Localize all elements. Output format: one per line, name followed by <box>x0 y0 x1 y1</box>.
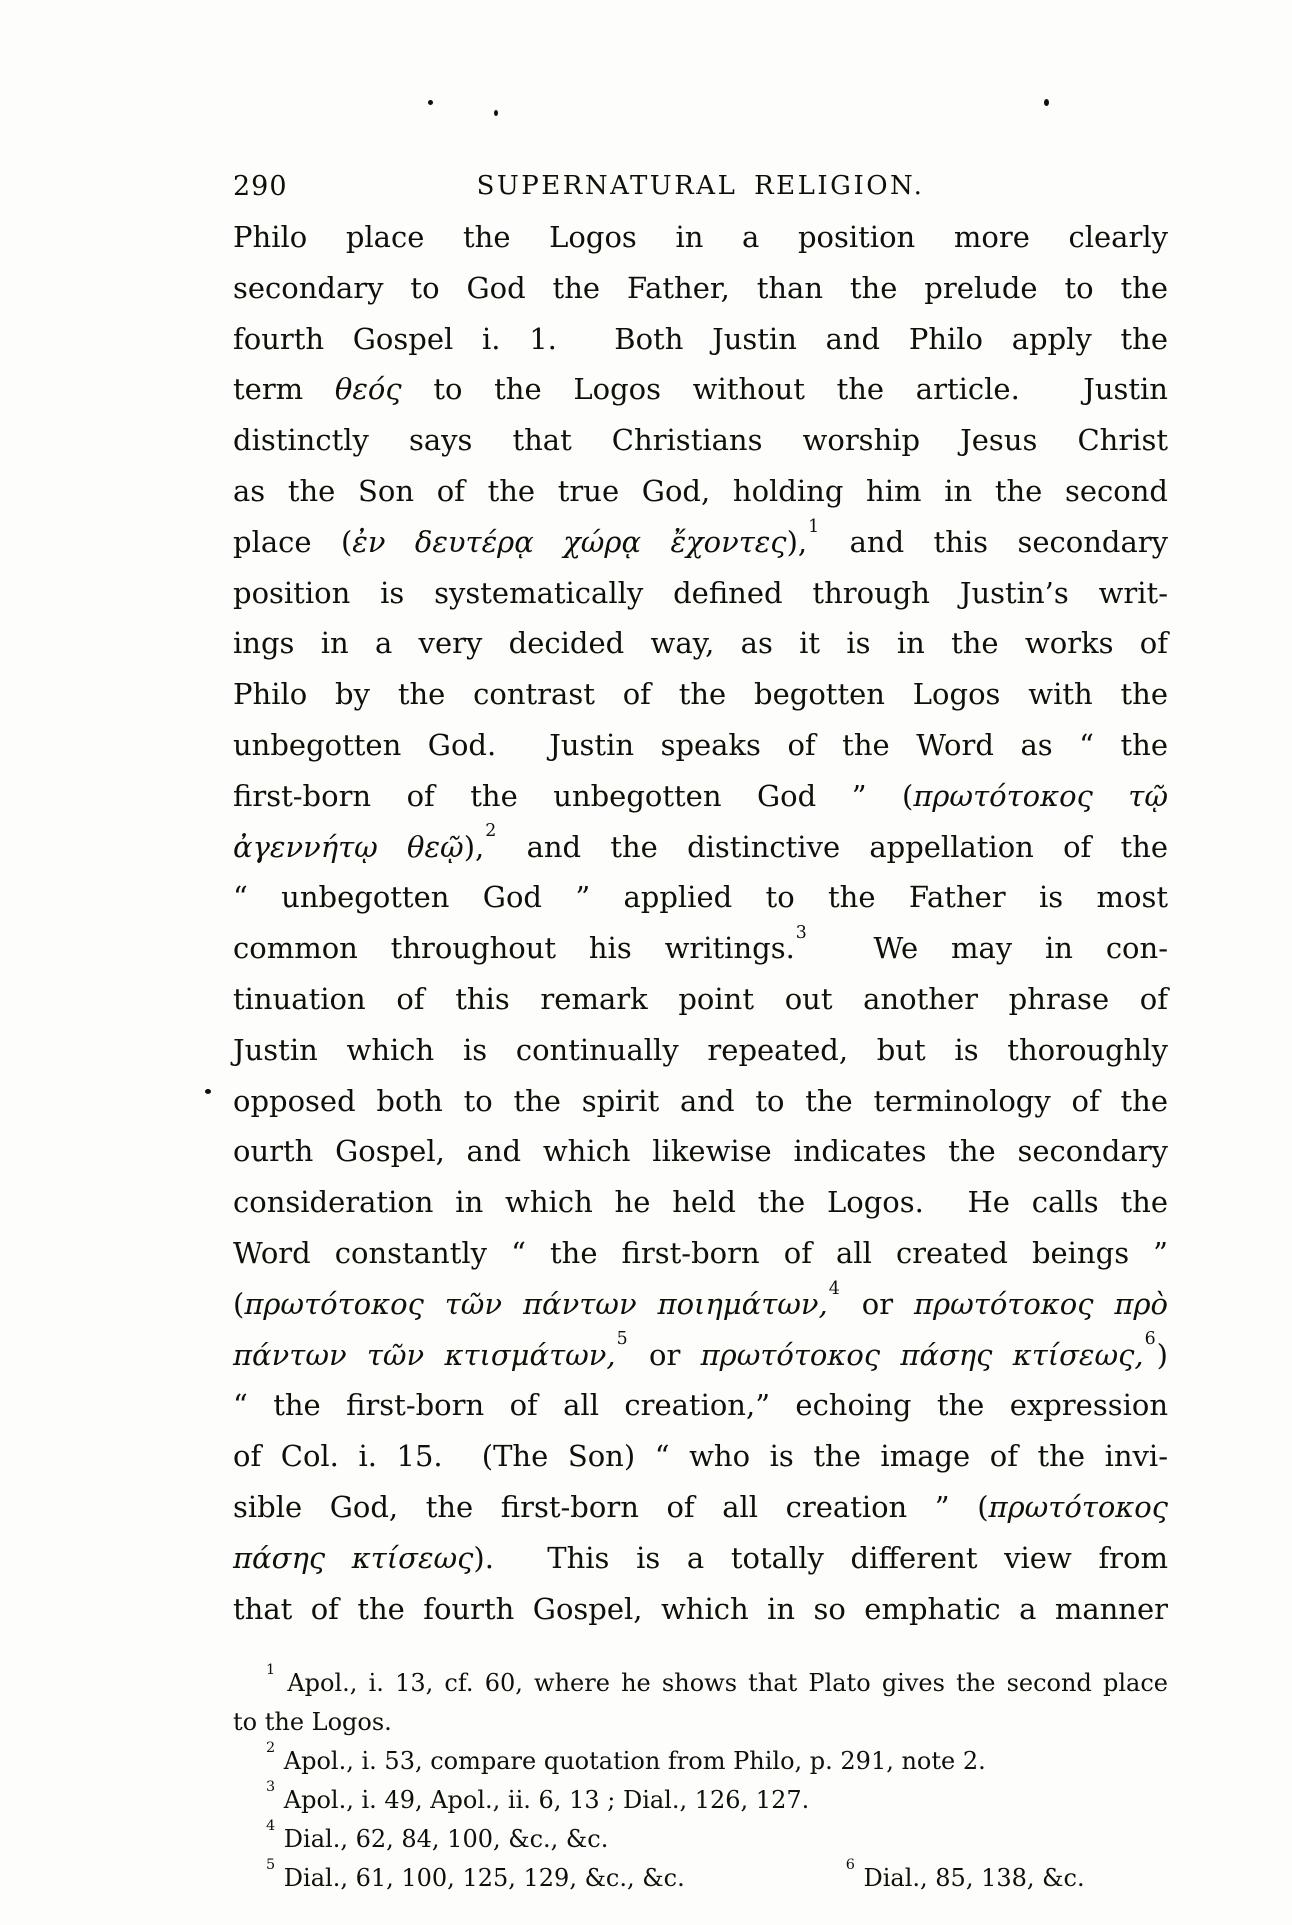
body-text-line <box>233 618 1168 669</box>
text-run: We may in con- <box>807 931 1168 966</box>
body-text-line <box>233 771 1168 822</box>
text-run: Philo place the Logos in a position more clearly <box>233 220 1168 254</box>
text-run: or <box>628 1337 701 1372</box>
footnote-ref: 6 <box>845 1857 855 1874</box>
body-text-line <box>233 263 1168 314</box>
text-run: unbegotten God. Justin speaks of the Word as “ the <box>233 727 1168 762</box>
text-run: Apol., i. 53, compare quotation from Philo, p. 291, note 2. <box>276 1747 986 1775</box>
body-text-line <box>233 872 1168 923</box>
text-run: fourth Gospel i. 1. Both Justin and Philo apply the <box>233 321 1168 356</box>
body-text <box>233 212 1168 1634</box>
running-title: SUPERNATURAL RELIGION. <box>476 171 925 201</box>
body-text-line <box>233 720 1168 771</box>
body-text-line <box>233 1126 1168 1177</box>
footnote-line <box>233 1859 1168 1898</box>
body-text-line <box>233 1431 1168 1482</box>
footnote-ref: 2 <box>266 1740 276 1757</box>
body-text-line <box>233 1533 1168 1584</box>
text-run: secondary to God the Father, than the prelude to the <box>233 270 1168 305</box>
text-run: Dial., 85, 138, &c. <box>855 1864 1085 1892</box>
footnote-ref: 5 <box>266 1857 276 1874</box>
greek-phrase: πρωτότοκος τῶν πάντων ποιημάτων, <box>244 1286 828 1321</box>
greek-phrase: πάντων τῶν κτισμάτων, <box>233 1337 616 1372</box>
greek-phrase: πρωτότοκος <box>988 1489 1168 1524</box>
text-run: first-born of the unbegotten God ” ( <box>233 778 914 813</box>
text-run: ), <box>463 829 485 864</box>
body-text-line <box>233 1076 1168 1127</box>
text-run: and this secondary <box>820 524 1168 559</box>
text-run: common throughout his writings. <box>233 931 795 966</box>
body-text-line <box>233 822 1168 873</box>
footnote-line <box>233 1664 1168 1703</box>
text-run: ourth Gospel, and which likewise indicates the secondary <box>233 1134 1168 1169</box>
body-text-line <box>233 923 1168 974</box>
text-run: that of the fourth Gospel, which in so emphatic a manner <box>233 1591 1168 1626</box>
text-run: Dial., 61, 100, 125, 129, &c., &c. <box>276 1864 685 1892</box>
footnotes <box>233 1664 1168 1898</box>
body-text-line <box>233 466 1168 517</box>
body-text-line <box>233 1482 1168 1533</box>
footnote-ref: 5 <box>616 1329 628 1350</box>
greek-phrase: πρωτότοκος τῷ <box>913 778 1168 813</box>
text-run: “ the first-born of all creation,” echoing the expression <box>233 1388 1168 1423</box>
footnote-ref: 1 <box>808 516 820 537</box>
text-run: term <box>233 372 335 407</box>
footnote-line <box>233 1781 1168 1820</box>
body-text-line <box>233 415 1168 466</box>
body-text-line <box>233 1584 1168 1635</box>
scan-speck <box>1044 99 1049 106</box>
text-run: to the Logos. <box>233 1708 392 1736</box>
body-text-line <box>233 212 1168 263</box>
greek-phrase: θεός <box>334 372 402 407</box>
footnote-ref: 4 <box>828 1278 840 1299</box>
footnote-line <box>233 1742 1168 1781</box>
page-number: 290 <box>233 171 288 202</box>
body-text-line <box>233 568 1168 619</box>
spacer <box>685 1885 845 1886</box>
text-run: and the distinctive appellation of the <box>497 829 1168 864</box>
text-run: Word constantly “ the first-born of all created beings ” <box>233 1235 1168 1270</box>
text-run: “ unbegotten God ” applied to the Father is most <box>233 880 1168 915</box>
footnote-ref: 6 <box>1144 1329 1156 1350</box>
body-text-line <box>233 1025 1168 1076</box>
body-text-line <box>233 314 1168 365</box>
text-run: sible God, the first-born of all creation ” ( <box>233 1489 989 1524</box>
footnote-line <box>233 1820 1168 1859</box>
footnote-ref: 3 <box>795 922 807 943</box>
text-run: as the Son of the true God, holding him in the second <box>233 473 1168 508</box>
greek-phrase: πάσης κτίσεως <box>233 1540 474 1575</box>
body-text-line <box>233 1279 1168 1330</box>
body-text-line <box>233 1177 1168 1228</box>
text-run: Apol., i. 13, cf. 60, where he shows that Plato gives the second place <box>276 1669 1168 1697</box>
text-run: distinctly says that Christians worship Jesus Christ <box>233 423 1168 458</box>
body-text-line <box>233 364 1168 415</box>
footnote-ref: 2 <box>485 821 497 842</box>
body-text-line <box>233 974 1168 1025</box>
scan-speck <box>205 1089 211 1094</box>
body-text-line <box>233 1380 1168 1431</box>
greek-phrase: ἐν δευτέρᾳ χώρᾳ ἔχοντες <box>352 524 787 559</box>
scan-speck <box>428 100 433 105</box>
footnote-ref: 1 <box>266 1662 276 1679</box>
text-run: place ( <box>233 524 353 559</box>
body-text-line <box>233 669 1168 720</box>
text-run: Justin which is continually repeated, but is thoroughly <box>233 1032 1168 1067</box>
greek-phrase: πρωτότοκος πρὸ <box>914 1286 1168 1321</box>
text-run: to the Logos without the article. Justin <box>401 372 1168 407</box>
scan-speck <box>494 110 498 116</box>
text-run: opposed both to the spirit and to the terminology of the <box>233 1083 1168 1118</box>
text-run: Philo by the contrast of the begotten Logos with the <box>233 677 1168 712</box>
text-run: ( <box>233 1286 245 1321</box>
text-run: ), <box>786 524 808 559</box>
text-run: of Col. i. 15. (The Son) “ who is the image of the invi- <box>233 1439 1168 1474</box>
text-run: ings in a very decided way, as it is in the works of <box>233 626 1168 661</box>
text-run: or <box>840 1286 915 1321</box>
greek-phrase: πρωτότοκος πάσης κτίσεως, <box>700 1337 1144 1372</box>
greek-phrase: ἀγεννήτῳ θεῷ <box>233 829 464 864</box>
text-run: Dial., 62, 84, 100, &c., &c. <box>276 1825 609 1853</box>
text-run: position is systematically defined through Justin’s writ- <box>233 575 1168 610</box>
text-run: Apol., i. 49, Apol., ii. 6, 13 ; Dial., 126, 127. <box>276 1786 810 1814</box>
text-run: consideration in which he held the Logos. He calls the <box>233 1185 1168 1220</box>
body-text-line <box>233 517 1168 568</box>
text-run: ) <box>1156 1337 1168 1372</box>
text-run: tinuation of this remark point out another phrase of <box>233 981 1168 1016</box>
body-text-line <box>233 1330 1168 1381</box>
text-run: ). This is a totally different view from <box>473 1540 1168 1575</box>
footnote-ref: 3 <box>266 1779 276 1796</box>
footnote-ref: 4 <box>266 1818 276 1835</box>
page-header <box>233 168 1168 210</box>
footnote-line <box>233 1703 1168 1742</box>
body-text-line <box>233 1228 1168 1279</box>
